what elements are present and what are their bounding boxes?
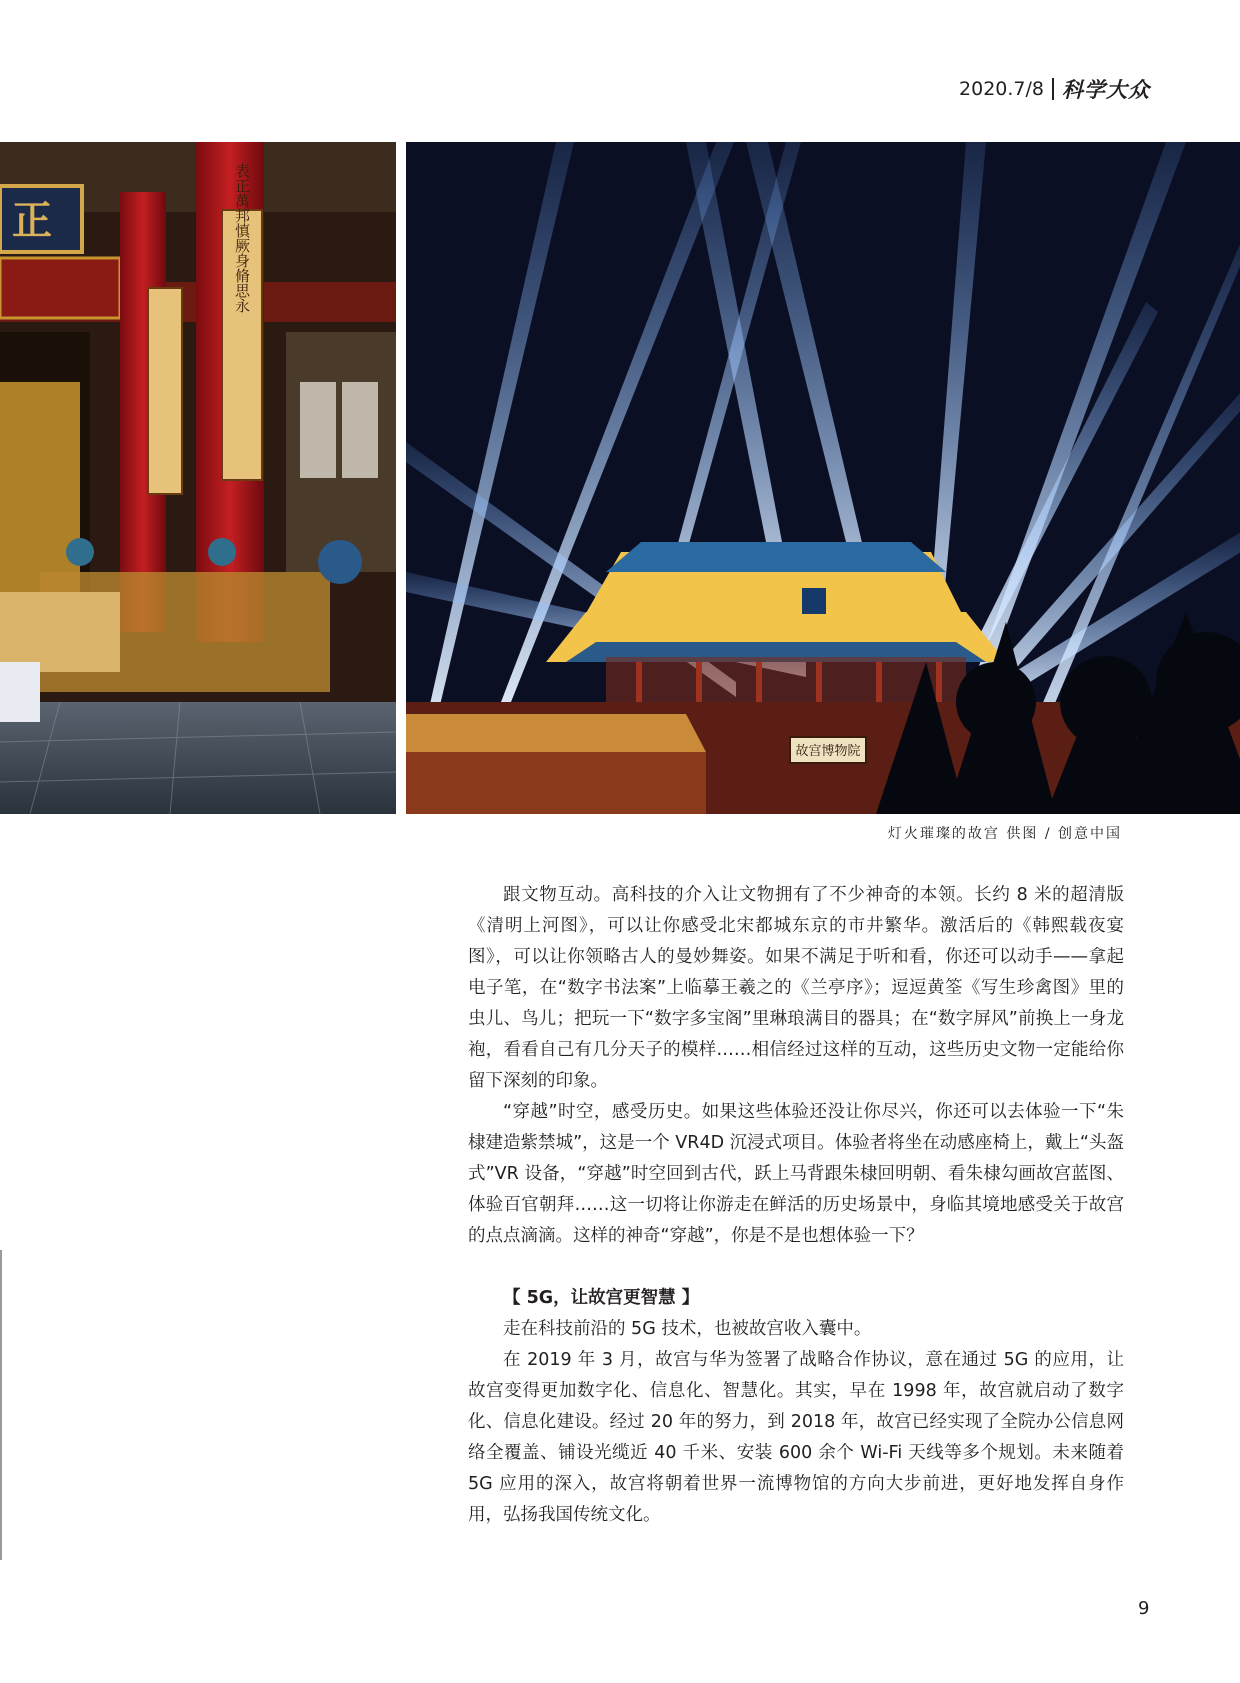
header-divider (1052, 78, 1054, 100)
page-edge-line (0, 1250, 2, 1560)
couplet-text: 表正萬邦慎厥身脩思永 (233, 163, 251, 313)
plaque-text: 正 (12, 197, 52, 244)
photo-caption: 灯火璀璨的故宫 供图 / 创意中国 (887, 826, 1122, 842)
paragraph: 在 2019 年 3 月，故宫与华为签署了战略合作协议，意在通过 5G 的应用，让故宫变得更加数字化、信息化、智慧化。其实，早在 1998 年，故宫就启动了数字化、信息化建设。经过 20 年的努力，到 2018 年，故宫已经实现了全院办公信息网络全覆盖、铺设光缆近 40 千米、安装 600 余个 Wi-Fi 天线等多个规划。未来随着 5G 应用的深入，故宫将朝着世界一流博物馆的方向大步前进，更好地发挥自身作用，弘扬我国传统文化。 (468, 1350, 1124, 1525)
page-header (959, 74, 1150, 104)
paragraph: 走在科技前沿的 5G 技术，也被故宫收入囊中。 (503, 1319, 872, 1339)
palace-interior-photo (0, 142, 396, 814)
paragraph: 跟文物互动。高科技的介入让文物拥有了不少神奇的本领。长约 8 米的超清版《清明上河图》，可以让你感受北宋都城东京的市井繁华。激活后的《韩熙载夜宴图》，可以让你领略古人的曼妙舞姿。如果不满足于听和看，你还可以动手——拿起电子笔，在“数字书法案”上临摹王羲之的《兰亭序》；逗逗黄筌《写生珍禽图》里的虫儿、鸟儿；把玩一下“数字多宝阁”里琳琅满目的器具；在“数字屏风”前换上一身龙袍，看看自己有几分天子的模样……相信经过这样的互动，这些历史文物一定能给你留下深刻的印象。 (468, 885, 1124, 1091)
section-gap (468, 1252, 1124, 1283)
magazine-logo: 科学大众 (1062, 77, 1150, 102)
section-heading: 【 5G，让故宫更智慧 】 (503, 1288, 700, 1308)
paragraph: “穿越”时空，感受历史。如果这些体验还没让你尽兴，你还可以去体验一下“朱棣建造紫禁城”，这是一个 VR4D 沉浸式项目。体验者将坐在动感座椅上，戴上“头盔式”VR 设备，“穿越”时空回到古代，跃上马背跟朱棣回明朝、看朱棣勾画故宫蓝图、体验百官朝拜……这一切将让你游走在鲜活的历史场景中，身临其境地感受关于故宫的点点滴滴。这样的神奇“穿越”，你是不是也想体验一下？ (468, 1102, 1124, 1246)
gate-sign: 故宫博物院 (795, 744, 861, 759)
article-body (468, 880, 1124, 1531)
issue-date: 2020.7/8 (959, 78, 1044, 100)
page-number: 9 (1138, 1598, 1150, 1619)
palace-night-photo (406, 142, 1240, 814)
